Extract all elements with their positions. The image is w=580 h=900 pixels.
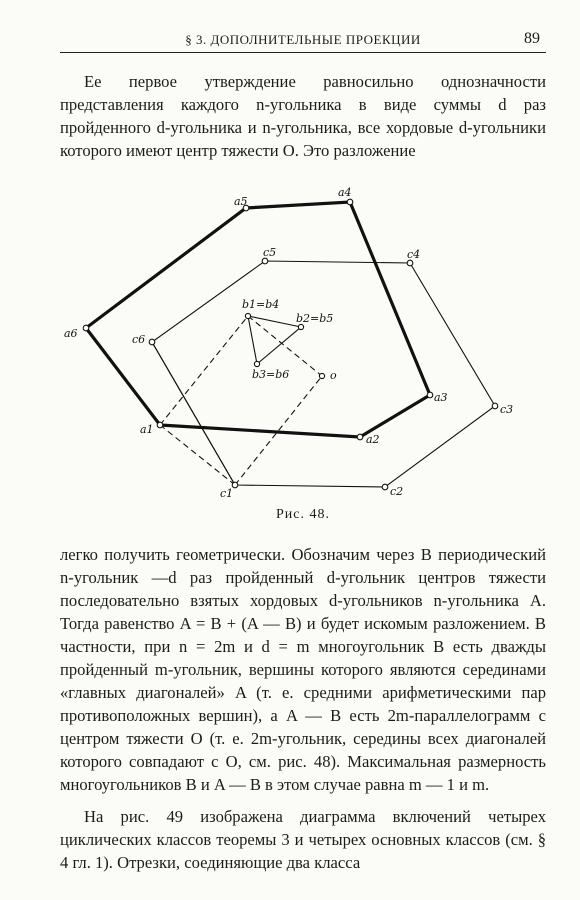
page-header xyxy=(60,30,546,53)
polygon-a xyxy=(86,202,430,437)
label-a6: a6 xyxy=(64,327,78,340)
polygon-diagram xyxy=(60,185,546,505)
label-c1: c1 xyxy=(220,487,234,500)
label-c2: c2 xyxy=(390,485,404,498)
figure-48 xyxy=(60,185,546,522)
label-c3: c3 xyxy=(500,403,514,416)
label-b2-b5: b2=b5 xyxy=(296,312,334,325)
label-a1: a1 xyxy=(140,423,154,436)
paragraph-3 xyxy=(60,805,546,874)
label-o: o xyxy=(330,369,337,382)
triangle-b xyxy=(248,316,301,364)
dashed-parallelogram xyxy=(160,316,322,485)
label-a5: a5 xyxy=(234,195,248,208)
label-a2: a2 xyxy=(366,433,380,446)
label-b1-b4: b1=b4 xyxy=(242,298,280,311)
paragraph-1-text: Ее первое утверждение равносильно однозначности представления каждого n-угольника в виде суммы d раз пройденного d-угольника и n-угольника, все хордовые d-угольники которого имеют центр тяжести O. Это разложение xyxy=(60,72,546,160)
paragraph-2 xyxy=(60,543,546,796)
label-c5: c5 xyxy=(263,246,277,259)
figure-caption: Рис. 48. xyxy=(276,507,330,522)
label-c6: c6 xyxy=(132,333,146,346)
label-a4: a4 xyxy=(338,186,352,199)
paragraph-1 xyxy=(60,70,546,162)
vertex-dots xyxy=(83,199,498,490)
label-c4: c4 xyxy=(407,248,421,261)
page-number: 89 xyxy=(524,30,540,47)
paragraph-3-text: На рис. 49 изображена диаграмма включений четырех циклических классов теоремы 3 и четырех основных классов (см. § 4 гл. 1). Отрезки, соединяющие два класса xyxy=(60,807,546,872)
diagonal-c6-c1 xyxy=(152,342,235,485)
paragraph-2-text: легко получить геометрически. Обозначим через B периодический n-угольник —d раз пройденный d-угольник центров тяжести последовательно взятых хордовых d-угольников n-угольника A. Тогда равенство A = B + (A — B) и будет искомым разложением. В частности, при n = 2m и d = m многоугольник B есть дважды пройденный m-угольник, вершины которого являются серединами «главных диагоналей» A (т. е. средними арифметическими пар противоположных вершин), а A — B есть 2m-параллелограмм с центром тяжести O (т. е. 2m-угольник, середины всех диагоналей которого совпадают с O, см. рис. 48). Максимальная размерность многоугольников B и A — B в этом случае равна m — 1 и m. xyxy=(60,545,546,794)
label-a3: a3 xyxy=(434,391,448,404)
running-head: § 3. ДОПОЛНИТЕЛЬНЫЕ ПРОЕКЦИИ xyxy=(185,32,421,47)
label-b3-b6: b3=b6 xyxy=(252,368,290,381)
